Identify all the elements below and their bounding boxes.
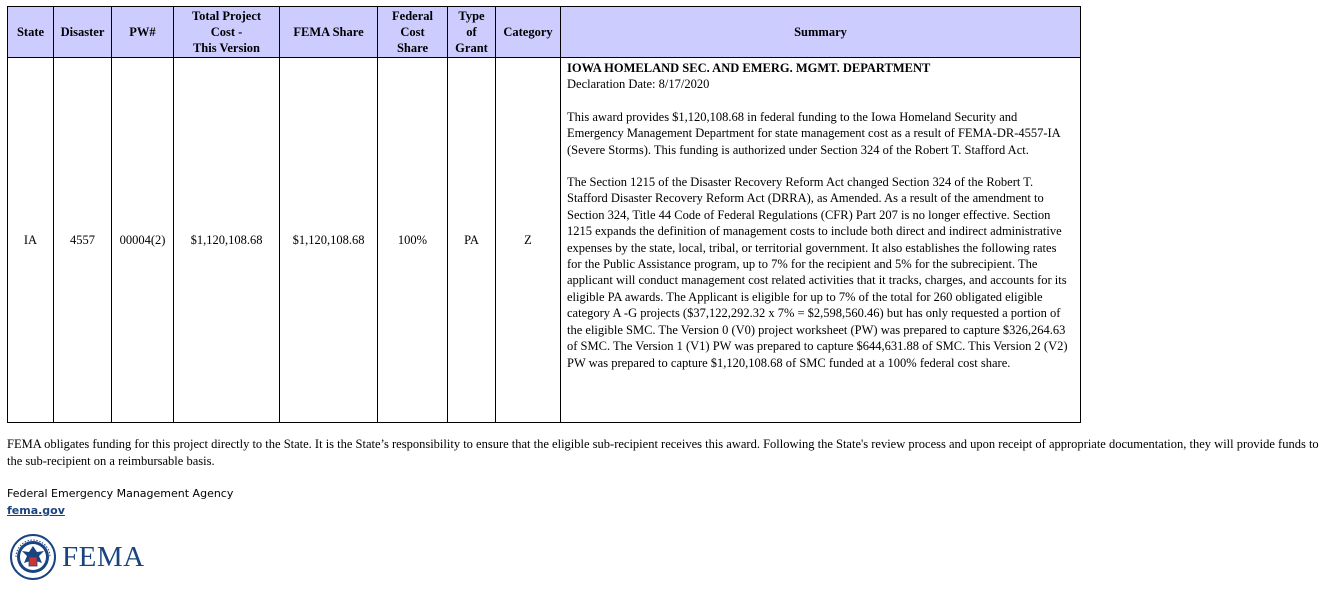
summary-declaration-date: Declaration Date: 8/17/2020 xyxy=(567,77,710,92)
cell-total-cost: $1,120,108.68 xyxy=(174,58,280,423)
header-total-cost-line: This Version xyxy=(192,41,261,55)
header-summary: Summary xyxy=(561,7,1081,58)
header-pw: PW# xyxy=(112,7,174,58)
obligation-note: FEMA obligates funding for this project directly to the State. It is the State’s responsibility to ensure that the eligible sub-recipient receives this award. Following the State's review process and upon receipt of appropriate documentation, they will provide funds to the sub-recipient on a reimbursable basis. xyxy=(7,437,1319,468)
summary-paragraph: The Section 1215 of the Disaster Recovery Reform Act changed Section 324 of the Robert T. Stafford Disaster Recovery Reform Act (DRRA), as Amended. As a result of the amendment to Section 324, Title 44 Code of Federal Regulations (CFR) Part 207 is no longer effective. Section 1215 expands the definition of management costs to include both direct and indirect administrative expenses by the state, local, tribal, or territorial government. It also establishes the following rates for the Public Assistance program, up to 7% for the recipient and 5% for the subrecipient. The applicant will conduct management cost related activities that it tracks, charges, and accounts for its eligible PA awards. The Applicant is eligible for up to 7% of the total for 260 obligated eligible category A -G projects ($37,122,292.32 x 7% = $2,598,560.46) but has only requested a portion of the eligible SMC. The Version 0 (V0) project worksheet (PW) was prepared to capture $326,264.63 of SMC. The Version 1 (V1) PW was prepared to capture $644,631.88 of SMC. This Version 2 (V2) PW was prepared to capture $1,120,108.68 of SMC funded at a 100% federal cost share. xyxy=(567,175,1068,370)
header-federal-cost-share-line: Share xyxy=(396,41,429,55)
header-total-cost xyxy=(174,7,280,58)
cell-summary xyxy=(561,58,1081,423)
header-type-of-grant-line: Grant xyxy=(455,41,488,55)
summary-paragraph: This award provides $1,120,108.68 in federal funding to the Iowa Homeland Security and Emergency Management Department for state management cost as a result of FEMA-DR-4557-IA (Severe Storms). This funding is authorized under Section 324 of the Robert T. Stafford Act. xyxy=(567,109,1061,157)
header-type-of-grant xyxy=(448,7,496,58)
cell-federal-cost-share: 100% xyxy=(378,58,448,423)
header-total-cost-line: Total Project xyxy=(191,9,262,23)
header-state: State xyxy=(8,7,54,58)
cell-state: IA xyxy=(8,58,54,423)
cell-pw: 00004(2) xyxy=(112,58,174,423)
cell-fema-share: $1,120,108.68 xyxy=(280,58,378,423)
project-worksheet-table xyxy=(7,6,1081,423)
header-federal-cost-share-line: Cost xyxy=(400,25,425,39)
cell-disaster: 4557 xyxy=(54,58,112,423)
header-type-of-grant-line: of xyxy=(466,25,477,39)
cell-category: Z xyxy=(496,58,561,423)
dhs-seal-icon xyxy=(10,534,56,580)
fema-logo-text: FEMA xyxy=(62,540,145,573)
fema-gov-link[interactable]: fema.gov xyxy=(7,504,65,517)
header-disaster: Disaster xyxy=(54,7,112,58)
header-type-of-grant-line: Type xyxy=(458,9,485,23)
table-row xyxy=(8,58,1081,423)
agency-name: Federal Emergency Management Agency xyxy=(7,487,234,500)
fema-logo xyxy=(10,534,145,580)
table-header-row xyxy=(8,7,1081,58)
header-category: Category xyxy=(496,7,561,58)
header-total-cost-line: Cost - xyxy=(210,25,243,39)
header-federal-cost-share xyxy=(378,7,448,58)
header-fema-share: FEMA Share xyxy=(280,7,378,58)
summary-title: IOWA HOMELAND SEC. AND EMERG. MGMT. DEPARTMENT xyxy=(567,61,931,75)
cell-type-of-grant: PA xyxy=(448,58,496,423)
header-federal-cost-share-line: Federal xyxy=(392,9,433,23)
